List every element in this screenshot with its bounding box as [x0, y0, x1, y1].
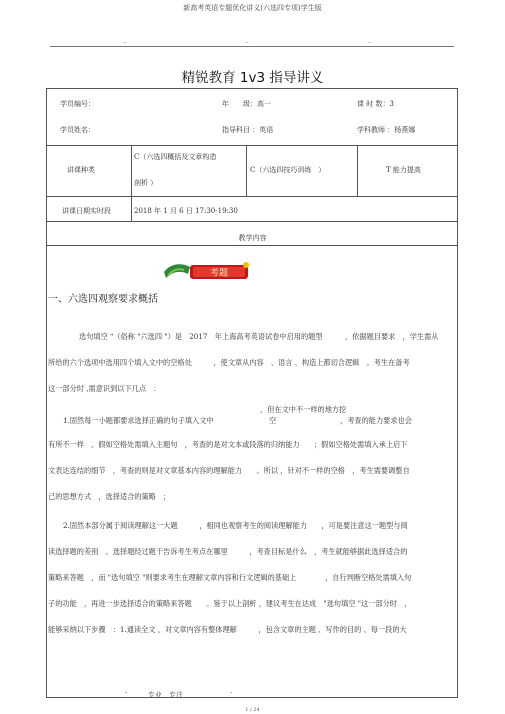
table-divider [46, 196, 458, 197]
exam-banner-icon [160, 258, 252, 284]
table-divider [246, 145, 247, 196]
footer-text: 专业 专注 [148, 691, 183, 699]
schedule-label: 讲课日期实时段 [62, 207, 111, 215]
para2-line1-end: ，考查的能力要求也会 [340, 416, 412, 425]
hours-label: 课 时 数：3 [357, 100, 394, 108]
page-title: 精锐教育 1v3 指导讲义 [181, 70, 324, 86]
page-number: 1 / 24 [245, 707, 260, 713]
table-divider [46, 245, 458, 246]
para2-line1: 1.固然每一小题都要求选择正确的句子填入文中 [63, 416, 214, 425]
teacher-label: 学科教师 ：杨燕娜 [357, 126, 416, 134]
student-name-label: 学员姓名： [60, 126, 95, 134]
para3-line5: 能够采纳以下步骤 ：1.通读全文 ，对文章内容有整体理解 ，包含文章的主题 、写作的目的 、每一段的大 [48, 625, 407, 634]
footer-dot-left: . [125, 687, 128, 695]
table-divider [46, 145, 458, 146]
content-header: 教学内容 [238, 234, 267, 242]
running-header: 新高考英语专题优化讲义(六选四专项)学生版 [183, 4, 322, 12]
course-type-label: 讲课种类 [67, 166, 95, 174]
schedule-value: 2018 年 1 月 6 日 17:30-19:30 [134, 207, 238, 215]
course-option-1-cont: 剖析 ） [134, 179, 158, 187]
para2-line2: 有所不一样 。假如空格处需填入主题句 ，考查的是对文本或段落的归纳能力 ；假如空格处需填入承上启下 [48, 440, 408, 449]
para2-line4: 己的思想方式 ，选择适合的策略 ； [48, 492, 171, 501]
para3-line2: 读选择题的差别 。选择题经过题干告诉考生考点在哪里 ，考查目标是什么 ，考生就能够据此选择适合的 [48, 547, 408, 556]
table-divider [131, 145, 132, 221]
course-option-1: C（六选四概括及文章构造 [134, 153, 217, 161]
course-option-3: T 能力提高 [386, 166, 421, 174]
table-divider [357, 145, 358, 196]
para2-line1-mid: 空 [269, 416, 277, 425]
grade-label: 年 级：高一 [222, 100, 271, 108]
section-title: 一、六选四观察要求概括 [48, 294, 158, 305]
para1-line1: 选句填空 "（俗称 "六选四 "）是 2017 年上海高考英语试卷中启用的题型 [79, 332, 323, 341]
footer-dot-right: . [230, 687, 233, 695]
para1-line1-end: ，依据题目要求 ，学生需从 [345, 332, 439, 341]
header-dots-right: .. [368, 38, 372, 45]
para3-line3: 策略来答题 ，而 "选句填空 "则要求考生在理解文章内容和行文逻辑的基础上 ，自行判断空格处需填入句 [48, 573, 412, 582]
para1-line3: 这一部分时 ,需意识到以下几点 ： [48, 384, 161, 393]
para1-line2: 所给的六个选项中选用四个填入文中的空格处 ，使文章从内容 、语言 、构造上都切合逻辑 。考生在备考 [48, 358, 410, 367]
header-dots-left: .. [123, 38, 127, 45]
para2-line3: 文表达连结的细节 ，考查的则是对文章基本内容的理解能力 。所以 ，针对不一样的空格 ，考生需要调整自 [48, 466, 410, 475]
table-divider [46, 221, 458, 222]
para3-line4: 子的功能 ，再进一步选择适合的策略来答题 。鉴于以上剖析 ，建议考生在达成 "选句填空 "这一部分时 ， [48, 599, 412, 608]
header-rule [50, 46, 454, 47]
course-option-2: C（六选四技巧训练 ） [250, 166, 326, 174]
header-dots-center: .. [245, 38, 249, 45]
banner-text: 考题 [209, 268, 229, 279]
subject-label: 指导科目 ：英语 [222, 126, 274, 134]
para2-note: ，但在文中不一样的地方挖 [260, 405, 347, 414]
student-id-label: 学员编号： [60, 100, 95, 108]
para3-line1: 2.固然本部分属于阅读理解这一大题 ，相同也观察考生的阅读理解能力 ，可是要注意这一题型与阅 [63, 521, 408, 530]
